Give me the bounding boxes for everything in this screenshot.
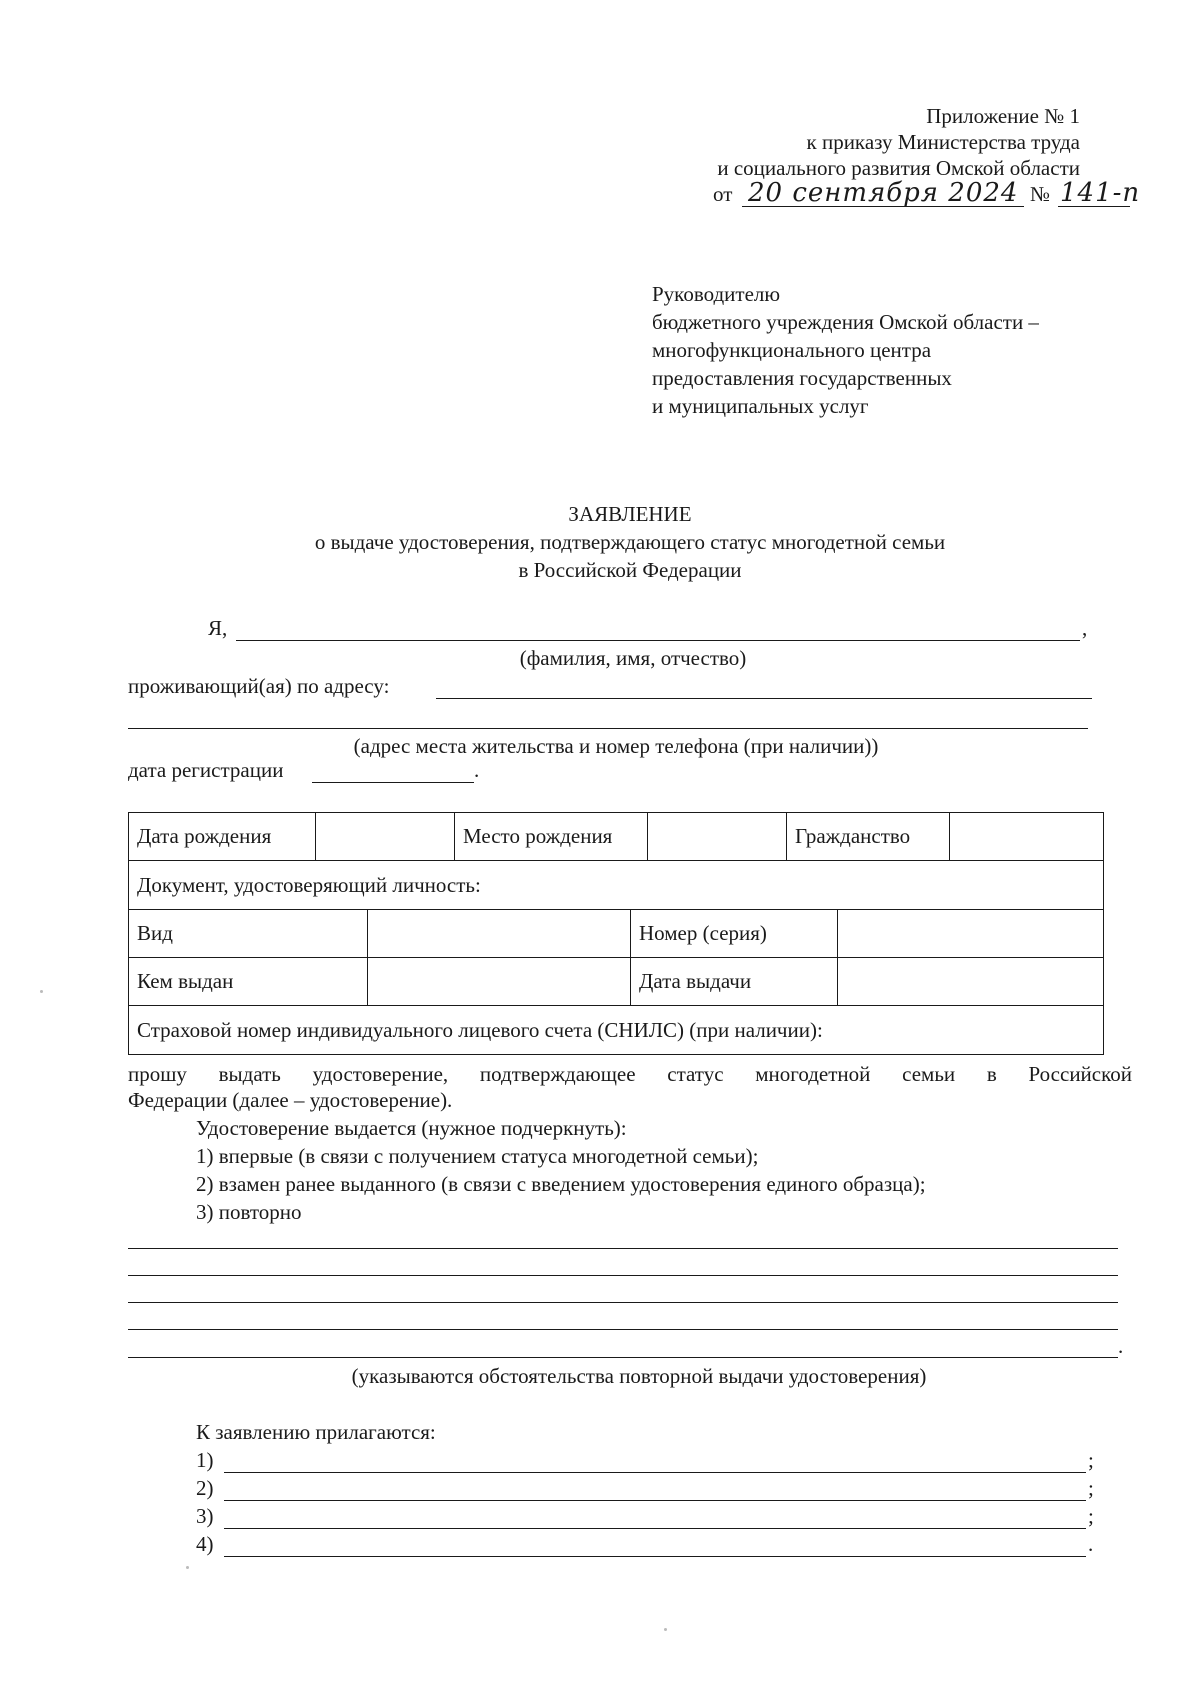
addressee-line-1: Руководителю [652, 282, 781, 306]
circumstances-line-1[interactable] [128, 1248, 1118, 1249]
appendix-number: Приложение № 1 [926, 104, 1080, 128]
number-label-cell: Номер (серия) [631, 910, 838, 958]
birth-date-cell[interactable] [316, 813, 455, 861]
birth-place-label: Место рождения [455, 813, 648, 861]
attachment-number: 1) [196, 1448, 214, 1472]
table-row [129, 813, 1104, 861]
table-row [129, 861, 1104, 910]
attachment-number: 3) [196, 1504, 214, 1528]
number-cell[interactable] [838, 910, 1104, 958]
from-label: от [713, 182, 733, 206]
issue-date-label: Дата выдачи [631, 958, 838, 1006]
id-document-label: Документ, удостоверяющий личность: [129, 861, 1104, 910]
attachment-field-4[interactable] [224, 1556, 1086, 1557]
issued-by-label: Кем выдан [129, 958, 368, 1006]
number-underline [1058, 206, 1130, 207]
option-replacement[interactable]: 2) взамен ранее выданного (в связи с введением удостоверения единого образца); [196, 1172, 926, 1196]
circumstances-line-5[interactable] [128, 1357, 1118, 1358]
attachment-number: 2) [196, 1476, 214, 1500]
registration-date-field[interactable] [312, 782, 474, 783]
fio-field[interactable] [236, 640, 1080, 641]
addressee-line-3: многофункционального центра [652, 338, 932, 362]
registration-end: . [474, 758, 480, 782]
table-row [129, 958, 1104, 1006]
document-title: ЗАЯВЛЕНИЕ [568, 502, 692, 526]
date-underline [742, 206, 1024, 207]
kind-label: Вид [129, 910, 368, 958]
fio-comma: , [1082, 616, 1088, 640]
scan-speck [186, 1566, 189, 1569]
attachment-field-3[interactable] [224, 1528, 1086, 1529]
addressee-line-2: бюджетного учреждения Омской области – [652, 310, 1039, 334]
addressee-line-4: предоставления государственных [652, 366, 952, 390]
circumstances-line-4[interactable] [128, 1329, 1118, 1330]
circumstances-caption: (указываются обстоятельства повторной выдачи удостоверения) [351, 1364, 927, 1388]
attachment-end: ; [1088, 1448, 1094, 1472]
snils-label: Страховой номер индивидуального лицевого счета (СНИЛС) (при наличии): [129, 1006, 1104, 1055]
request-line-2: Федерации (далее – удостоверение). [128, 1088, 453, 1112]
order-reference: к приказу Министерства труда [806, 130, 1080, 154]
citizenship-cell[interactable] [950, 813, 1104, 861]
document-subtitle-1: о выдаче удостоверения, подтверждающего статус многодетной семьи [314, 530, 946, 554]
address-field-2[interactable] [128, 728, 1088, 729]
attachment-field-1[interactable] [224, 1472, 1086, 1473]
ministry-name: и социального развития Омской области [717, 156, 1080, 180]
circumstances-line-3[interactable] [128, 1302, 1118, 1303]
citizenship-label: Гражданство [787, 813, 950, 861]
fio-caption: (фамилия, имя, отчество) [519, 646, 747, 670]
scan-speck [664, 1628, 667, 1631]
attachment-end: . [1088, 1532, 1094, 1556]
id-document-table [128, 909, 1104, 1055]
address-field-1[interactable] [436, 698, 1092, 699]
number-label: № [1030, 182, 1051, 206]
circumstances-end: . [1118, 1334, 1124, 1358]
scan-speck [40, 990, 43, 993]
birth-date-label: Дата рождения [129, 813, 316, 861]
attachment-number: 4) [196, 1532, 214, 1556]
document-subtitle-2: в Российской Федерации [518, 558, 742, 582]
table-row [129, 1006, 1104, 1055]
address-label: проживающий(ая) по адресу: [128, 674, 390, 698]
issued-by-cell[interactable] [368, 958, 631, 1006]
address-caption: (адрес места жительства и номер телефона (при наличии)) [353, 734, 879, 758]
request-line-1: прошу выдать удостоверение, подтверждающее статус многодетной семьи в Российской [128, 1062, 1132, 1086]
attachment-end: ; [1088, 1476, 1094, 1500]
option-first-time[interactable]: 1) впервые (в связи с получением статуса многодетной семьи); [196, 1144, 759, 1168]
issuance-type-label: Удостоверение выдается (нужное подчеркнуть): [196, 1116, 627, 1140]
handwritten-number: 141-п [1060, 178, 1141, 208]
issue-date-cell[interactable] [838, 958, 1104, 1006]
registration-label: дата регистрации [128, 758, 284, 782]
attachments-title: К заявлению прилагаются: [196, 1420, 436, 1444]
addressee-line-5: и муниципальных услуг [652, 394, 869, 418]
personal-data-table [128, 812, 1104, 910]
handwritten-date: 20 сентября 2024 [748, 178, 1019, 208]
attachment-end: ; [1088, 1504, 1094, 1528]
circumstances-line-2[interactable] [128, 1275, 1118, 1276]
birth-place-cell[interactable] [648, 813, 787, 861]
table-row [129, 910, 1104, 958]
attachment-field-2[interactable] [224, 1500, 1086, 1501]
applicant-i-label: Я, [208, 616, 228, 640]
kind-cell[interactable] [368, 910, 631, 958]
option-repeated[interactable]: 3) повторно [196, 1200, 302, 1224]
